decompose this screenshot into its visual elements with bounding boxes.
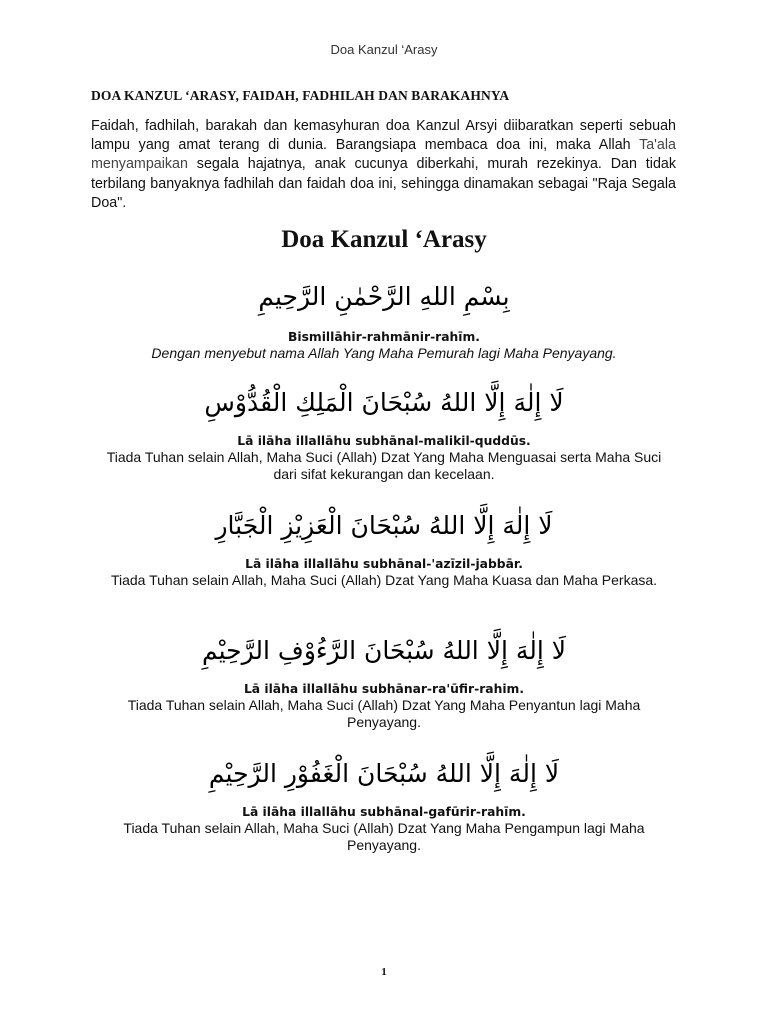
- transliteration: Bismillāhir-rahmānir-rahīm.: [288, 330, 480, 344]
- meaning-text: Tiada Tuhan selain Allah, Maha Suci (Allah) Dzat Yang Maha Menguasai serta Maha Suci dari sifat kekurangan dan kecelaan.: [106, 449, 662, 482]
- transliteration: Lā ilāha illallāhu subhānal-malikil-quddūs.: [237, 434, 531, 448]
- page-number: 1: [381, 966, 387, 978]
- verse-raufir-rahim: [0, 633, 768, 730]
- arabic-text: لَا إِلٰهَ إِلَّا اللهُ سُبْحَانَ الْغَفُوْرِ الرَّحِيْمِ: [208, 759, 560, 788]
- running-header: Doa Kanzul ‘Arasy: [330, 42, 438, 57]
- transliteration: Lā ilāha illallāhu subhānal-'azīzil-jabbār.: [245, 557, 523, 571]
- verse-malikil-quddus: [0, 385, 768, 482]
- meaning-text: Tiada Tuhan selain Allah, Maha Suci (Allah) Dzat Yang Maha Kuasa dan Maha Perkasa.: [110, 572, 658, 588]
- arabic-text: لَا إِلٰهَ إِلَّا اللهُ سُبْحَانَ الْعَزِيْزِ الْجَبَّارِ: [215, 511, 553, 540]
- intro-text-highlight: Ta'ala menyampaikan: [91, 137, 676, 173]
- article-heading: DOA KANZUL ‘ARASY, FAIDAH, FADHILAH DAN BARAKAHNYA: [91, 88, 510, 103]
- arabic-text: لَا إِلٰهَ إِلَّا اللهُ سُبْحَانَ الْمَلِكِ الْقُدُّوْسِ: [204, 388, 564, 417]
- doa-title: Doa Kanzul ‘Arasy: [281, 226, 487, 253]
- verse-azizil-jabbar: [0, 508, 768, 589]
- transliteration: Lā ilāha illallāhu subhānar-ra'ūfir-rahim.: [243, 682, 525, 696]
- verse-basmalah: [0, 279, 768, 362]
- meaning-text: Tiada Tuhan selain Allah, Maha Suci (Allah) Dzat Yang Maha Penyantun lagi Maha Penyayang.: [127, 697, 641, 730]
- arabic-text: لَا إِلٰهَ إِلَّا اللهُ سُبْحَانَ الرَّءُوْفِ الرَّحِيْمِ: [201, 636, 567, 665]
- meaning-text: Tiada Tuhan selain Allah, Maha Suci (Allah) Dzat Yang Maha Pengampun lagi Maha Penyayang.: [123, 820, 645, 853]
- meaning-text: Dengan menyebut nama Allah Yang Maha Pemurah lagi Maha Penyayang.: [151, 345, 617, 361]
- verse-gafurir-rahim: [0, 756, 768, 853]
- intro-text-part-2: segala hajatnya, anak cucunya diberkahi, murah rezekinya. Dan tidak terbilang banyaknya fadhilah dan faidah doa ini, sehingga dinamakan sebagai "Raja Segala Doa".: [91, 156, 676, 211]
- arabic-text: بِسْمِ اللهِ الرَّحْمٰنِ الرَّحِيمِ: [258, 282, 510, 311]
- intro-paragraph: [91, 117, 676, 213]
- intro-text-part-1: Faidah, fadhilah, barakah dan kemasyhuran doa Kanzul Arsyi diibaratkan seperti sebuah lampu yang amat terang di dunia. Barangsiapa membaca doa ini, maka Allah: [91, 118, 676, 154]
- transliteration: Lā ilāha illallāhu subhānal-gafūrir-rahīm.: [242, 805, 526, 819]
